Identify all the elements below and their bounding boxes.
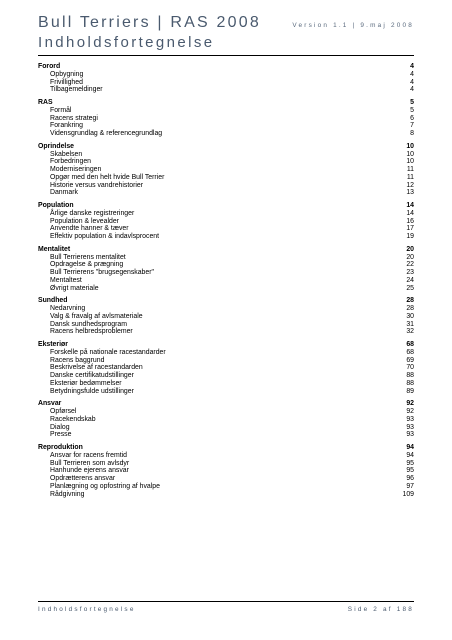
footer-section-title: Indholdsfortegnelse [38,606,136,613]
toc-entry[interactable] [38,475,414,483]
toc-section-page-number: 14 [406,202,414,209]
toc-entry-page-number: 32 [406,328,414,336]
version-label: Version 1.1 | 9.maj 2008 [292,22,414,29]
toc-entry-page-number: 10 [406,158,414,166]
toc-section-entry[interactable] [38,341,414,349]
toc-section-page-number: 28 [406,297,414,305]
toc-entry-page-number: 5 [410,106,414,114]
toc-entry-page-number: 10 [406,150,414,158]
toc-entry-title: Betydningsfulde udstillinger [50,387,134,395]
toc-entry[interactable] [38,388,414,396]
toc-entry-title: Bull Terrierens "brugsegenskaber" [50,269,154,276]
toc-entry-title: Mentaltest [50,276,82,284]
toc-entry-page-number: 88 [406,379,414,387]
toc-entry-page-number: 22 [406,261,414,269]
toc-entry-page-number: 16 [406,217,414,225]
toc-entry[interactable] [38,158,414,166]
toc-entry[interactable] [38,115,414,123]
page-subtitle: Indholdsfortegnelse [38,34,215,51]
toc-section [38,246,414,293]
toc-entry-page-number: 93 [406,423,414,431]
toc-section-title: Forord [38,63,61,70]
toc-section-page-number: 5 [410,99,414,106]
toc-section [38,400,414,439]
toc-entry-title: Nedarvning [50,305,86,312]
toc-section-entry[interactable] [38,444,414,452]
page-footer [38,606,414,613]
toc-section-title: Sundhed [38,297,68,305]
toc-entry[interactable] [38,277,414,285]
toc-section-title: Mentalitet [38,245,71,253]
toc-entry[interactable] [38,431,414,439]
toc-entry[interactable] [38,269,414,277]
toc-entry-page-number: 13 [406,189,414,197]
toc-entry[interactable] [38,210,414,218]
toc-entry[interactable] [38,79,414,87]
toc-section-entry[interactable] [38,63,414,71]
toc-entry-page-number: 68 [406,348,414,356]
toc-entry-page-number: 17 [406,225,414,233]
toc-entry-page-number: 93 [406,431,414,439]
toc-entry-title: Racens strategi [50,114,98,122]
toc-entry[interactable] [38,166,414,174]
toc-entry-page-number: 4 [410,86,414,94]
toc-section-entry[interactable] [38,246,414,254]
toc-section [38,297,414,336]
toc-entry-page-number: 109 [402,490,414,498]
toc-entry[interactable] [38,218,414,226]
toc-entry-title: Historie versus vandrehistorier [50,181,144,189]
toc-section-title: Population [38,202,74,209]
toc-entry-title: Tilbagemeldinger [50,86,103,94]
toc-entry[interactable] [38,107,414,115]
toc-entry-title: Opførsel [50,408,77,415]
toc-entry[interactable] [38,86,414,94]
toc-entry-page-number: 23 [406,269,414,276]
toc-section-title: Reproduktion [38,444,83,451]
toc-entry-page-number: 11 [406,166,414,173]
toc-section [38,143,414,197]
toc-entry-page-number: 14 [406,209,414,217]
toc-section-page-number: 68 [406,341,414,348]
toc-entry[interactable] [38,460,414,468]
toc-entry[interactable] [38,357,414,365]
toc-entry-page-number: 7 [410,122,414,130]
toc-entry-title: Danske certifikatudstillinger [50,372,134,379]
toc-entry-page-number: 69 [406,356,414,364]
toc-entry[interactable] [38,424,414,432]
toc-entry-title: Ansvar for racens fremtid [50,451,127,459]
toc-entry[interactable] [38,254,414,262]
toc-entry-page-number: 89 [406,387,414,395]
toc-entry-page-number: 96 [406,475,414,482]
toc-entry-title: Eksteriør bedømmelser [50,379,122,387]
footer-page-number: Side 2 af 188 [347,606,414,613]
toc-entry-title: Racens baggrund [50,356,105,364]
toc-entry[interactable] [38,380,414,388]
toc-entry-title: Øvrigt materiale [50,284,99,292]
toc-entry[interactable] [38,467,414,475]
toc-entry-page-number: 12 [406,181,414,189]
toc-entry[interactable] [38,416,414,424]
toc-entry-title: Opbygning [50,70,84,78]
toc-section-title: Ansvar [38,400,62,408]
header-title-row [38,14,414,32]
toc-entry-title: Racens helbredsproblemer [50,328,133,336]
toc-entry-page-number: 95 [406,459,414,467]
toc-entry[interactable] [38,372,414,380]
page-header [38,14,414,51]
toc-section-entry[interactable] [38,202,414,210]
toc-section-title: RAS [38,99,53,106]
toc-entry-title: Population & levealder [50,217,119,225]
toc-entry-page-number: 4 [410,70,414,78]
table-of-contents [38,58,414,498]
toc-entry-title: Skabelsen [50,150,83,158]
toc-entry-page-number: 8 [410,130,414,137]
toc-section [38,63,414,94]
toc-section-title: Eksteriør [38,341,68,348]
toc-entry-title: Opdrætterens ansvar [50,475,116,482]
toc-entry-page-number: 6 [410,114,414,122]
toc-entry[interactable] [38,305,414,313]
toc-entry[interactable] [38,174,414,182]
toc-entry[interactable] [38,285,414,293]
toc-section-title: Oprindelse [38,142,74,150]
toc-entry-page-number: 25 [406,284,414,292]
toc-entry[interactable] [38,189,414,197]
toc-entry[interactable] [38,491,414,499]
toc-entry[interactable] [38,151,414,159]
toc-entry[interactable] [38,313,414,321]
toc-entry-page-number: 92 [406,408,414,415]
toc-entry-title: Forskelle på nationale racestandarder [50,348,166,356]
toc-entry-page-number: 93 [406,415,414,423]
toc-entry-page-number: 20 [406,253,414,261]
toc-entry-title: Frivillighed [50,78,83,86]
toc-entry-page-number: 28 [406,305,414,312]
toc-entry[interactable] [38,328,414,336]
toc-entry-page-number: 88 [406,372,414,379]
toc-entry-title: Moderniseringen [50,166,102,173]
toc-entry-title: Anvendte hanner & tæver [50,225,129,233]
toc-entry[interactable] [38,483,414,491]
toc-entry-page-number: 24 [406,276,414,284]
document-title: Bull Terriers | RAS 2008 [38,14,261,31]
footer-divider [38,601,414,602]
toc-entry-page-number: 30 [406,312,414,320]
toc-entry[interactable] [38,261,414,269]
toc-entry-title: Danmark [50,189,78,197]
toc-section-entry[interactable] [38,297,414,305]
toc-section-page-number: 20 [406,245,414,253]
toc-entry-page-number: 95 [406,467,414,475]
toc-section-page-number: 4 [410,63,414,70]
toc-section [38,444,414,498]
toc-entry-page-number: 94 [406,451,414,459]
toc-entry-page-number: 11 [406,173,414,181]
toc-entry-title: Presse [50,431,72,439]
toc-section-page-number: 10 [406,142,414,150]
toc-entry-title: Hanhunde ejerens ansvar [50,467,129,475]
toc-entry[interactable] [38,71,414,79]
toc-entry-page-number: 31 [406,320,414,328]
toc-section-entry[interactable] [38,99,414,107]
toc-entry-page-number: 70 [406,364,414,372]
toc-section [38,202,414,241]
toc-entry-title: Årlige danske registreringer [50,209,135,217]
toc-section [38,341,414,395]
toc-section-page-number: 92 [406,400,414,408]
toc-section-entry[interactable] [38,143,414,151]
toc-entry-title: Bull Terrierens mentalitet [50,253,126,261]
toc-entry-title: Opdragelse & prægning [50,261,124,269]
header-divider [38,55,414,56]
toc-entry[interactable] [38,452,414,460]
toc-entry-title: Valg & fravalg af avlsmateriale [50,312,143,320]
toc-entry[interactable] [38,122,414,130]
toc-entry-title: Forankring [50,122,83,130]
toc-entry[interactable] [38,349,414,357]
toc-section [38,99,414,138]
toc-entry-page-number: 97 [406,482,414,490]
toc-entry-title: Dansk sundhedsprogram [50,320,127,328]
toc-entry[interactable] [38,408,414,416]
toc-entry-title: Racekendskab [50,415,96,423]
toc-entry[interactable] [38,130,414,138]
toc-entry-title: Planlægning og opfostring af hvalpe [50,482,160,490]
toc-entry-title: Dialog [50,423,70,431]
toc-section-page-number: 94 [406,444,414,451]
toc-entry-page-number: 19 [406,233,414,240]
toc-entry-title: Beskrivelse af racestandarden [50,364,143,372]
toc-entry-page-number: 4 [410,78,414,86]
toc-entry-title: Formål [50,106,72,114]
toc-entry[interactable] [38,364,414,372]
toc-entry-title: Forbedringen [50,158,91,166]
toc-entry-title: Effektiv population & indavlsprocent [50,233,160,240]
toc-entry-title: Rådgivning [50,490,85,498]
toc-entry-title: Bull Terrieren som avlsdyr [50,459,130,467]
toc-entry[interactable] [38,225,414,233]
toc-section-entry[interactable] [38,400,414,408]
toc-entry[interactable] [38,233,414,241]
toc-entry[interactable] [38,321,414,329]
toc-entry-title: Opgør med den helt hvide Bull Terrier [50,173,165,181]
toc-entry[interactable] [38,182,414,190]
toc-entry-title: Vidensgrundlag & referencegrundlag [50,130,163,137]
